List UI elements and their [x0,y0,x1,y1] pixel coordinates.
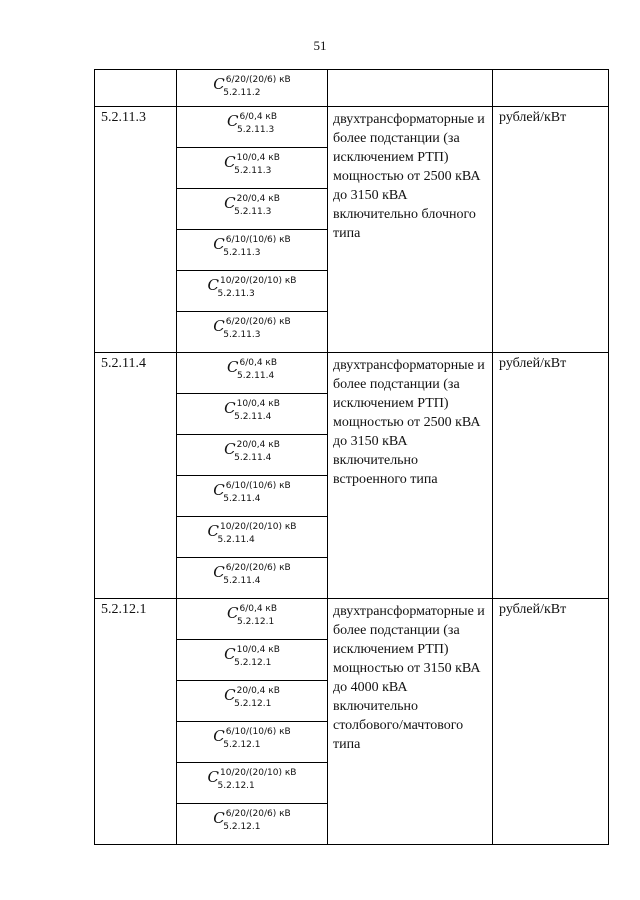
formula-subscript: 5.2.12.1 [217,781,255,791]
formula-superscript: 10/20/(20/10) кВ [220,522,297,532]
formula [213,316,291,340]
formula-symbol: C [213,75,225,93]
formula-subscript: 5.2.11.2 [223,88,261,98]
formula-superscript: 6/10/(10/6) кВ [225,481,291,491]
formula [224,193,280,217]
formula-cell [177,599,328,640]
formula [213,74,291,98]
formula-cell [177,804,328,845]
description-cell-empty [328,70,493,107]
formula-superscript: 10/0,4 кВ [236,399,280,409]
formula-cell [177,189,328,230]
formula-cell [177,230,328,271]
formula-symbol: C [213,317,225,335]
formula-superscript: 6/10/(10/6) кВ [225,235,291,245]
formula-symbol: C [224,194,236,212]
formula-subscript: 5.2.12.1 [223,822,261,832]
formula [207,521,297,545]
formula [207,275,297,299]
tariff-table-wrapper [94,69,609,845]
formula-cell [177,722,328,763]
formula-symbol: C [207,276,220,294]
formula-superscript: 10/20/(20/10) кВ [220,768,297,778]
formula [207,767,297,791]
formula-cell [177,435,328,476]
formula-subscript: 5.2.11.3 [223,330,261,340]
formula-symbol: C [224,399,236,417]
formula-symbol: C [213,727,225,745]
unit-cell-empty [493,70,609,107]
formula-symbol: C [213,809,225,827]
item-code: 5.2.12.1 [95,599,177,845]
formula-subscript: 5.2.11.3 [234,207,272,217]
formula-subscript: 5.2.12.1 [234,658,272,668]
formula-superscript: 20/0,4 кВ [236,440,280,450]
formula-subscript: 5.2.11.3 [223,248,261,258]
formula-subscript: 5.2.11.4 [234,453,272,463]
formula-subscript: 5.2.12.1 [234,699,272,709]
formula-subscript: 5.2.12.1 [223,740,261,750]
formula [224,398,280,422]
item-unit: рублей/кВт [493,353,609,599]
formula-superscript: 6/20/(20/6) кВ [225,809,291,819]
formula-subscript: 5.2.11.4 [236,371,275,381]
formula-symbol: C [226,604,239,622]
formula-cell [177,640,328,681]
formula [213,726,291,750]
formula-subscript: 5.2.11.4 [223,494,261,504]
formula-cell [177,353,328,394]
formula-cell [177,312,328,353]
item-unit: рублей/кВт [493,599,609,845]
formula-symbol: C [213,563,225,581]
formula-symbol: C [207,522,220,540]
formula [226,603,278,627]
formula [224,685,280,709]
table-row [95,107,609,148]
formula-superscript: 6/10/(10/6) кВ [225,727,291,737]
formula-superscript: 6/20/(20/6) кВ [225,75,291,85]
item-code: 5.2.11.4 [95,353,177,599]
formula-cell [177,558,328,599]
formula-cell [177,394,328,435]
formula-superscript: 6/20/(20/6) кВ [225,317,291,327]
formula-symbol: C [226,358,239,376]
formula-superscript: 10/0,4 кВ [236,645,280,655]
formula-superscript: 6/0,4 кВ [239,358,278,368]
formula-superscript: 10/0,4 кВ [236,153,280,163]
item-unit: рублей/кВт [493,107,609,353]
formula-symbol: C [224,153,236,171]
formula-cell [177,517,328,558]
formula-subscript: 5.2.11.4 [217,535,255,545]
code-cell-empty [95,70,177,107]
formula-superscript: 6/20/(20/6) кВ [225,563,291,573]
formula-subscript: 5.2.12.1 [236,617,275,627]
formula-cell [177,763,328,804]
formula [224,644,280,668]
formula-subscript: 5.2.11.4 [234,412,272,422]
item-description: двухтрансформаторные и более подстанции (за исключением РТП) мощностью от 3150 кВА до 4000 кВА включительно столбового/мачтового типа [328,599,493,845]
item-description: двухтрансформаторные и более подстанции (за исключением РТП) мощностью от 2500 кВА до 3150 кВА включительно блочного типа [328,107,493,353]
formula-cell [177,107,328,148]
formula-subscript: 5.2.11.3 [236,125,275,135]
formula [213,562,291,586]
formula [226,111,278,135]
formula-superscript: 10/20/(20/10) кВ [220,276,297,286]
formula-cell [177,681,328,722]
formula-subscript: 5.2.11.3 [234,166,272,176]
formula-superscript: 20/0,4 кВ [236,686,280,696]
formula [213,808,291,832]
formula-symbol: C [224,440,236,458]
formula [224,152,280,176]
formula-symbol: C [207,768,220,786]
formula-symbol: C [213,481,225,499]
formula-superscript: 6/0,4 кВ [239,604,278,614]
formula-symbol: C [226,112,239,130]
formula-cell [177,476,328,517]
formula-subscript: 5.2.11.4 [223,576,261,586]
table-row [95,353,609,394]
formula-cell [177,70,328,107]
page-number: 51 [313,38,327,53]
formula-symbol: C [224,686,236,704]
table-row-continuation [95,70,609,107]
formula [226,357,278,381]
formula-symbol: C [224,645,236,663]
formula [224,439,280,463]
formula [213,480,291,504]
formula [213,234,291,258]
item-description: двухтрансформаторные и более подстанции (за исключением РТП) мощностью от 2500 кВА до 3150 кВА включительно встроенного типа [328,353,493,599]
formula-superscript: 20/0,4 кВ [236,194,280,204]
formula-superscript: 6/0,4 кВ [239,112,278,122]
tariff-table [94,69,609,845]
item-code: 5.2.11.3 [95,107,177,353]
formula-subscript: 5.2.11.3 [217,289,255,299]
formula-cell [177,148,328,189]
formula-symbol: C [213,235,225,253]
table-row [95,599,609,640]
formula-cell [177,271,328,312]
